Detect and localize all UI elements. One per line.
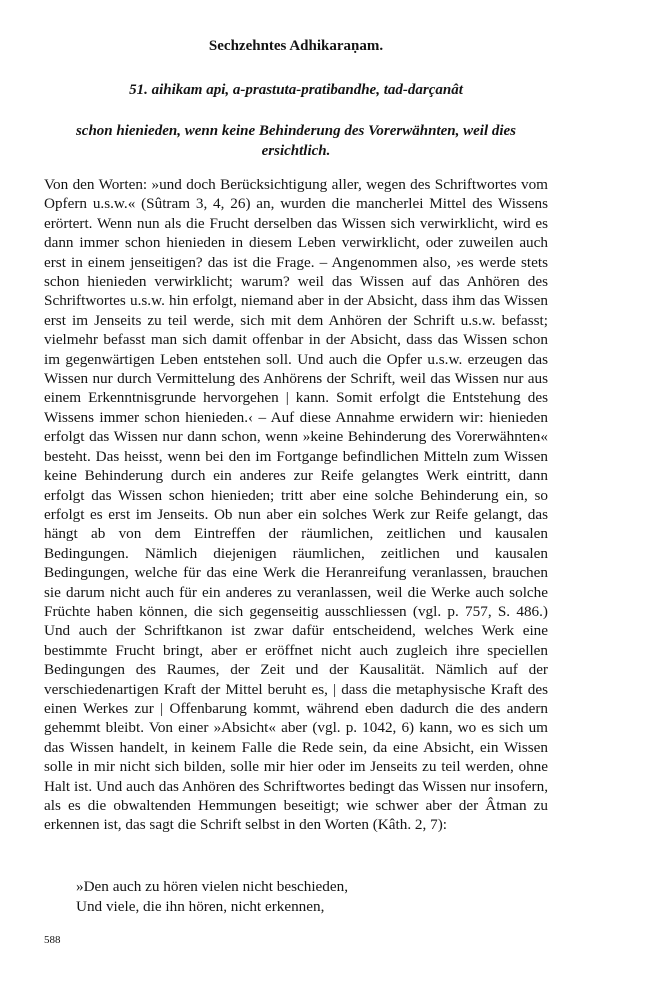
verse-line: Und viele, die ihn hören, nicht erkennen,	[76, 898, 325, 915]
verse-line: »Den auch zu hören vielen nicht beschieden,	[76, 878, 349, 895]
verse-quotation	[76, 877, 546, 917]
sutra-heading: 51. aihikam api, a-prastuta-pratibandhe, tad-darçanât	[129, 82, 463, 98]
commentary-paragraph: Von den Worten: »und doch Berücksichtigung aller, wegen des Schriftwortes vom Opfern u.s.w.« (Sûtram 3, 4, 26) an, wurden die mancherlei Mittel des Wissens erörtert. Wenn nun als die Frucht derselben das Wissen sich verwirklicht, wird es dann immer schon hienieden in diesem Leben verwirklicht, oder zuweilen auch erst in einem jenseitigen? das ist die Frage. – Angenommen also, ›es werde stets schon hienieden verwirklicht; warum? weil das Wissen auf das Anhören des Schriftwortes u.s.w. hin erfolgt, niemand aber in der Absicht, dass ihm das Wissen erst im Jenseits zu teil werde, sich mit dem Anhören der Schrift u.s.w. befasst; vielmehr befasst man sich damit offenbar in der Absicht, dass das Wissen schon im gegenwärtigen Leben entstehen soll. Und auch die Opfer u.s.w. erzeugen das Wissen nur durch Vermittelung des Anhörens der Schrift, weil das Wissen nur aus einem Erkenntnisgrunde hervorgehen | kann. Somit erfolgt die Entstehung des Wissens immer schon hienieden.‹ – Auf diese Annahme erwidern wir: hienieden erfolgt das Wissen nur dann schon, wenn »keine Behinderung des Vorerwähnten« besteht. Das heisst, wenn bei den im Fortgange befindlichen Mitteln zum Wissen keine Behinderung durch ein anderes zur Reife gelangtes Werk eintritt, dann erfolgt das Wissen schon hienieden; tritt aber eine solche Behinderung ein, so erfolgt es erst im Jenseits. Ob nun aber ein solches Werk zur Reife gelangt, das hängt ab von dem Eintreffen der räumlichen, zeitlichen und kausalen Bedingungen. Nämlich diejenigen räumlichen, zeitlichen und kausalen Bedingungen, welche für das eine Werk die Heranreifung veranlassen, brauchen sie darum nicht auch für ein anderes zu veranlassen, weil die Werke auch solche Früchte haben können, die sich gegenseitig ausschliessen (vgl. p. 757, S. 486.) Und auch der Schriftkanon ist zwar dafür entscheidend, welches Werk eine bestimmte Frucht bringt, aber er eröffnet nicht auch zugleich ihre speciellen Bedingungen des Raumes, der Zeit und der Kausalität. Nämlich auf der verschiedenartigen Kraft der Mittel beruht es, | dass die metaphysische Kraft des einen Werkes zur | Offenbarung kommt, während eben dadurch die des andern gehemmt bleibt. Von einer »Absicht« aber (vgl. p. 1042, 6) kann, wo es sich um das Wissen handelt, in keinem Falle die Rede sein, da eine Absicht, ein Wissen solle in mir nicht sich bilden, solle mir hier oder im Jenseits zu teil werden, ohne Halt ist. Und auch das Anhören des Schriftwortes bedingt das Wissen nur insofern, als es die obwaltenden Hemmungen beseitigt; wie schwer aber der Âtman zu erkennen ist, das sagt die Schrift selbst in den Worten (Kâth. 2, 7):	[44, 176, 548, 834]
page-number: 588	[44, 934, 61, 946]
chapter-heading: Sechzehntes Adhikaraṇam.	[208, 38, 384, 54]
sutra-translation-heading: schon hienieden, wenn keine Behinderung des Vorerwähnten, weil dies ersichtlich.	[75, 123, 517, 159]
book-page	[44, 0, 548, 990]
